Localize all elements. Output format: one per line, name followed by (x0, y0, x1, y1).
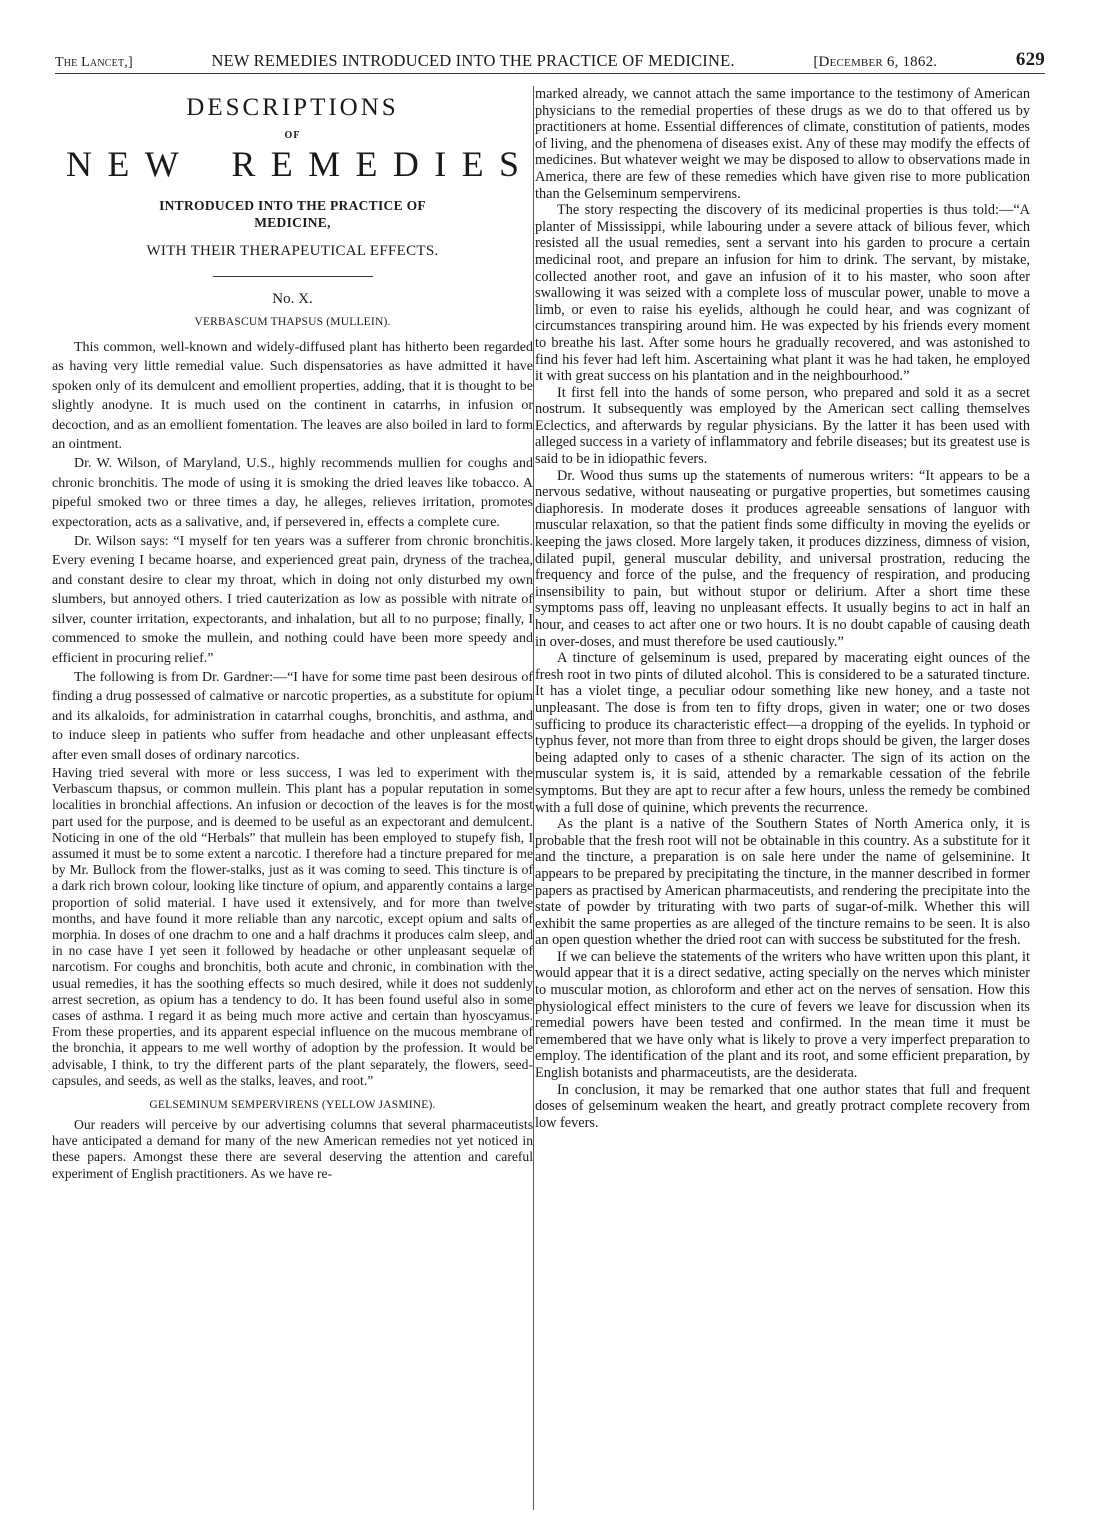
title-letter: N (66, 144, 92, 184)
paragraph: If we can believe the statements of the writers who have written upon this plant, it would appear that it is a direct sedative, acting specially on the nerves which minister to muscular motion, as chloroform and ether act on the nerves of sensation. How this physiological effect ministers to the cure of fevers we leave for discussion when its remedial powers have been tested and confirmed. In the mean time it must be remembered that we have only what is likely to prove a very imperfect preparation to employ. The identification of the plant and its root, and some efficient preparation, by English botanists and pharmaceutists, are the desiderata. (535, 948, 1030, 1082)
paragraph: Dr. Wood thus sums up the statements of numerous writers: “It appears to be a nervous sedative, without nauseating or purgative properties, but sometimes causing diaphoresis. In moderate doses it produces agreeable sensations of languor with muscular relaxation, so that the patient finds some difficulty in moving the eyelids or keeping the jaws closed. More largely taken, it produces dizziness, dimness of vision, dilated pupil, general muscular debility, and universal prostration, reducing the frequency and force of the pulse, and the frequency of respiration, and producing insensibility to pain, but without stupor or delirium. After a short time these symptoms pass off, leaving no unpleasant effects. It usually begins to act in half an hour, and ceases to act after one or two hours. It is no doubt capable of causing death in over-doses, and must therefore be used cautiously.” (535, 467, 1030, 650)
title-introduced: INTRODUCED INTO THE PRACTICE OF MEDICINE, (159, 198, 426, 230)
page-number: 629 (1015, 49, 1045, 70)
paragraph: It first fell into the hands of some person, who prepared and sold it as a secret nostrum. It subsequently was employed by the American sect calling themselves Eclectics, and afterwards by regular physicians. By the latter it has been used with alleged success in a variety of inflammatory and febrile diseases; but its greatest use is said to be in idiopathic fevers. (535, 384, 1030, 468)
title-letter: E (355, 144, 378, 184)
title-new-remedies (66, 143, 519, 185)
title-letter: I (434, 144, 447, 184)
running-title: NEW REMEDIES INTRODUCED INTO THE PRACTICE OF MEDICINE. (211, 51, 735, 70)
title-letter: E (270, 144, 293, 184)
paragraph: A tincture of gelseminum is used, prepared by macerating eight ounces of the fresh root in two pints of diluted alcohol. This is considered to be a saturated tincture. It has a violet tinge, a peculiar odour something like new honey, and a taste not unpleasant. The dose is from ten to fifty drops, given in water; one or two doses sufficing to produce its characteristic effect—a dropping of the eyelids. In typhoid or typhus fever, not more than from three to eight drops should be given, the larger doses being adapted only to cases of a sthenic character. The sign of its action on the muscular system is, it is said, attended by a remarkable cessation of the febrile symptoms. But they are apt to recur after a few hours, unless the remedy be combined with a full dose of quinine, which prevents the recurrence. (535, 650, 1030, 816)
paragraph: Having tried several with more or less success, I was led to experiment with the Verbascum thapsus, or common mullein. This plant has a popular reputation in some localities in bronchial affections. An infusion or decoction of the leaves is for the most part used for the purpose, and is deemed to be useful as an expectorant and demulcent. Noticing in one of the old “Herbals” that mullein has been employed to stupefy fish, I assumed it must be to some extent a narcotic. I therefore had a tincture prepared for me by Mr. Bullock from the flower-stalks, just as it was coming to seed. This tincture is of a dark rich brown colour, looking like tincture of opium, and apparently contains a large proportion of solid material. I have used it extensively, and for more than twelve months, and have found it more reliable than any narcotic, except opium and salts of morphia. In doses of one drachm to one and a half drachms it produces calm sleep, and in no case have I yet seen it followed by headache or other unpleasant sequelæ of narcotism. For coughs and bronchitis, both acute and chronic, in combination with the usual remedies, it has the soothing effects so much desired, while it does not suddenly arrest secretion, as opium has a tendency to do. It has been found useful also in some cases of asthma. I regard it as being much more active and certain than hyoscyamus. From these properties, and its apparent especial influence on the mucous membrane of the bronchia, it appears to me well worthy of adoption by the profession. It would be advisable, I think, to try the different parts of the plant separately, the flowers, seed-capsules, and seeds, as well as the stalks, leaves, and root.” (52, 764, 533, 1088)
paragraph: Dr. Wilson says: “I myself for ten years was a sufferer from chronic bronchitis. Every evening I became hoarse, and experienced great pain, dryness of the trachea, and constant desire to clear my throat, which in doing not only disturbed my own slumbers, but annoyed others. I tried cauterization as low as possible with nitrate of silver, counter irritation, expectorants, and inhalation, but all to no purpose; finally, I commenced to smoke the mullein, and nothing could have been more speedy and efficient in procuring relief.” (52, 534, 533, 666)
left-column (52, 90, 533, 1182)
title-letter: D (392, 144, 419, 184)
title-letter: M (308, 144, 341, 184)
paragraph: As the plant is a native of the Southern States of North America only, it is probable that the fresh root will not be obtainable in this country. As a substitute for it and the tincture, a preparation is on sale here under the name of gelseminine. It appears to be prepared by precipitating the tincture, in the manner described in former papers as practised by American pharmaceutists, and rendering the precipitate into the state of powder by triturating with two parts of sugar-of-milk. Whether this will exhibit the same properties as are alleged of the tincture remains to be seen. It is also an open question whether the dried root can with success be substituted for the fresh. (535, 816, 1030, 949)
title-letter: R (231, 144, 256, 184)
article-number: No. X. (272, 291, 313, 307)
paragraph: In conclusion, it may be remarked that one author states that full and frequent doses of gelseminum weaken the heart, and greatly protract complete recovery from low fevers. (535, 1081, 1030, 1131)
title-therapeutical: WITH THEIR THERAPEUTICAL EFFECTS. (146, 243, 439, 259)
paragraph: The story respecting the discovery of its medicinal properties is thus told:—“A planter of Mississippi, while labouring under a severe attack of bilious fever, which resisted all the usual remedies, sent a servant into his garden to procure a certain medicinal root, and prepare an infusion for him to drink. The servant, by mistake, collected another root, and gave an infusion of it to his master, who soon after swallowing it was seized with a complete loss of muscular power, unable to move a limb, or even to raise his eyelids, although he could hear, and was cognizant of circumstances transpiring around him. He was expected by his friends every moment to breathe his last. After some hours he gradually recovered, and was astonished to find his fever had left him. Ascertaining what plant it was he had taken, he employed it with great success on his plantation and in the neighbourhood.” (535, 202, 1030, 385)
section-heading-mullein: VERBASCUM THAPSUS (MULLEIN). (194, 316, 391, 328)
title-rule (213, 276, 373, 277)
paragraph: This common, well-known and widely-diffused plant has hitherto been regarded as having very little remedial value. Such dispensatories as have admitted it have spoken only of its demulcent and emollient properties, adding, that it is thought to be slightly anodyne. It is much used on the continent in catarrhs, in infusion or decoction, and as an emollient fomentation. The leaves are also boiled in lard to form an ointment. (52, 340, 533, 453)
title-letter: E (107, 144, 130, 184)
title-of: OF (284, 130, 301, 141)
section-heading-gelseminum: GELSEMINUM SEMPERVIRENS (YELLOW JASMINE). (149, 1099, 436, 1111)
title-letter: S (498, 144, 519, 184)
journal-name: The Lancet,] (55, 55, 133, 70)
column-divider (533, 86, 534, 1510)
running-header (55, 48, 1045, 74)
paragraph: Dr. W. Wilson, of Maryland, U.S., highly recommends mullien for coughs and chronic bronchitis. The mode of using it is smoking the dried leaves like tobacco. A pipeful smoked two or three times a day, he alleges, relieves irritation, promotes expectoration, acts as a salivative, and, if persevered in, effects a complete cure. (52, 456, 533, 530)
paragraph: marked already, we cannot attach the same importance to the testimony of American physicians to the remedial properties of these drugs as we do to that offered us by practitioners at home. Essential differences of climate, constitution of patients, modes of living, and the phenomena of diseases exist. Any of these may modify the effects of medicines. But whatever weight we may be disposed to allow to observations made in America, there are few of these remedies which have given rise to more publication than the Gelseminum sempervirens. (535, 86, 1030, 202)
title-descriptions: DESCRIPTIONS (186, 94, 399, 121)
paragraph: The following is from Dr. Gardner:—“I have for some time past been desirous of finding a drug possessed of calmative or narcotic properties, as a substitute for opium and its alkaloids, for administration in catarrhal coughs, bronchitis, and asthma, and to induce sleep in patients who suffer from headache and other unpleasant effects after even small doses of ordinary narcotics. (52, 669, 533, 763)
right-column (535, 86, 1030, 1131)
title-letter: E (461, 144, 484, 184)
issue-date: [December 6, 1862. (813, 54, 938, 70)
paragraph: Our readers will perceive by our advertising columns that several pharmaceutists have anticipated a demand for many of the new American remedies not yet noticed in these papers. Amongst these there are several deserving the attention and careful experiment of English practitioners. As we have re- (52, 1117, 533, 1181)
title-letter: W (144, 144, 179, 184)
